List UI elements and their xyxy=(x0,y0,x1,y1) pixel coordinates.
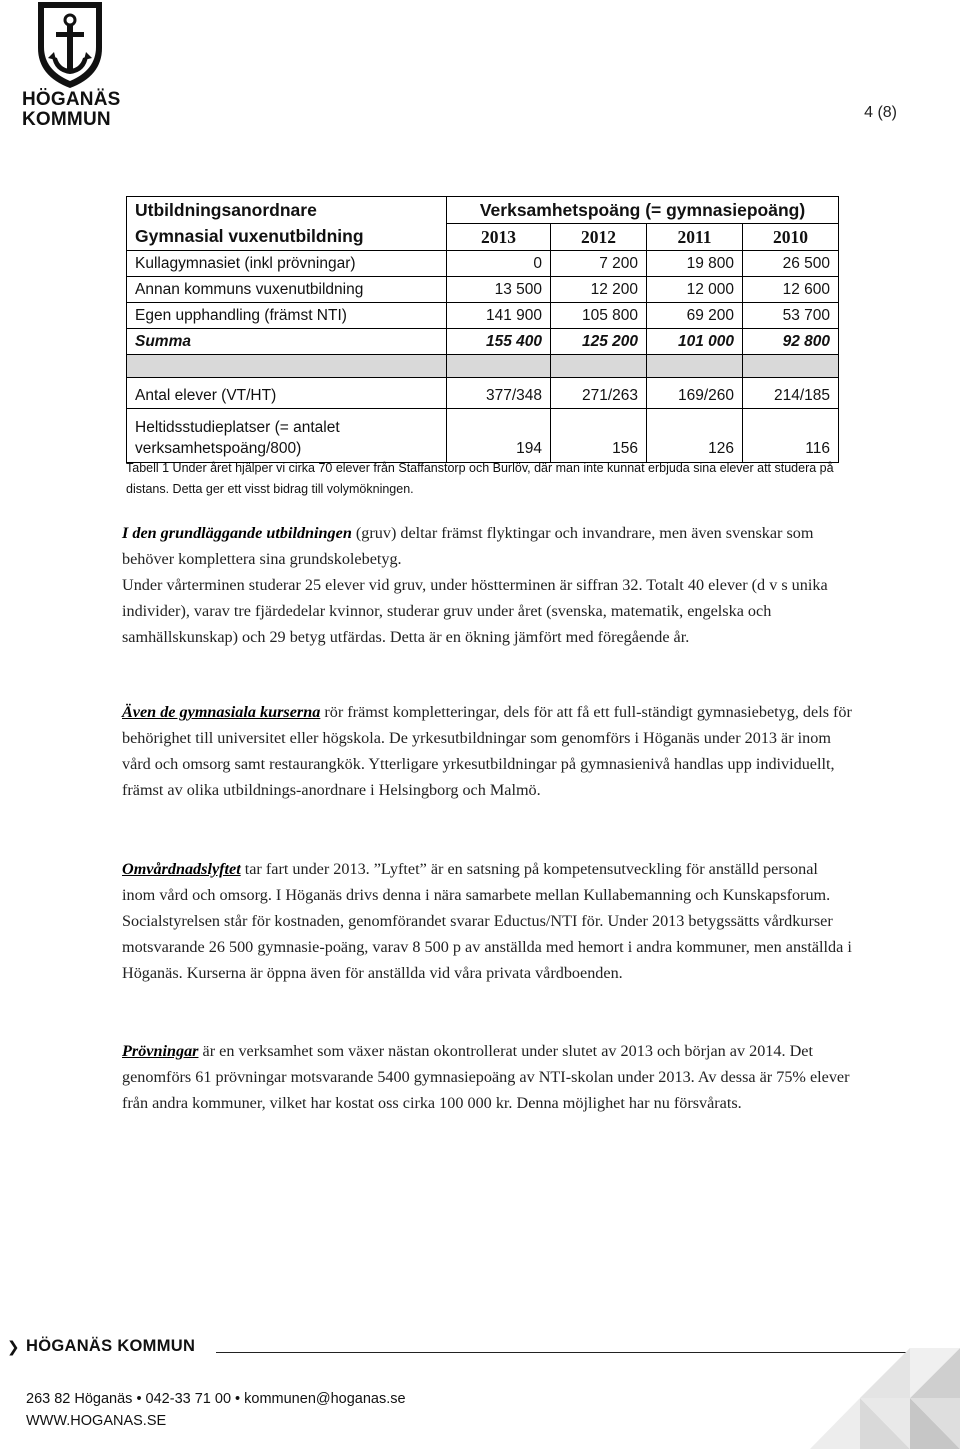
points-header: Verksamhetspoäng (= gymnasiepoäng) xyxy=(447,197,839,224)
cell-value: 26 500 xyxy=(743,251,839,277)
chevron-right-icon: ❯ xyxy=(7,1338,20,1356)
table-year-row xyxy=(127,224,839,251)
cell-value: 0 xyxy=(447,251,551,277)
cell-value: 53 700 xyxy=(743,303,839,329)
separator-row xyxy=(127,355,839,378)
paragraph-text: tar fart under 2013. ”Lyftet” är en satsning på kompetensutveckling för anställd personal inom vård och omsorg. I Höganäs drivs denna i nära samarbete mellan Kullabemanning och Kunskapsforum. Socialstyrelsen står för kostnaden, genomförandet svarar Eductus/NTI för. Under 2013 betygssätts vårdkurser motsvarande 26 500 gymnasie-poäng, varav 8 500 p av anställda med hemort i andra kommuner, men anställda i Höganäs. Kurserna är öppna även för anställda vid våra privata vårdboenden. xyxy=(122,860,852,982)
paragraph-provningar xyxy=(122,1038,852,1116)
cell-value: 12 600 xyxy=(743,277,839,303)
row-label: Kullagymnasiet (inkl prövningar) xyxy=(127,251,447,277)
coat-of-arms-icon xyxy=(20,0,120,90)
paragraph-grundlaggande xyxy=(122,520,852,650)
row-label: Summa xyxy=(127,329,447,355)
table-caption: Tabell 1 Under året hjälper vi cirka 70 elever från Staffanstorp och Burlöv, där man inte kunnat erbjuda sina elever att studera på distans. Detta ger ett visst bidrag till volymökningen. xyxy=(126,461,834,496)
footer-website-link[interactable]: WWW.HOGANAS.SE xyxy=(26,1413,167,1429)
logo-wordmark: HÖGANÄS KOMMUN xyxy=(22,89,121,130)
page-number: 4 (8) xyxy=(864,104,897,121)
paragraph-lead: Även de gymnasiala kurserna xyxy=(122,703,321,721)
year-2010: 2010 xyxy=(743,224,839,251)
paragraph-text: rör främst kompletteringar, dels för att få ett full-ständigt gymnasiebetyg, dels för behörighet till universitet eller högskola. De yrkesutbildningar som genomförs i Höganäs under 2013 är inom vård och omsorg samt restaurangkök. Ytterligare yrkesutbildningar på gymnasienivå handlas upp individuellt, främst av olika utbildnings-anordnare i Helsingborg och Malmö. xyxy=(122,703,852,799)
cell-value: 155 400 xyxy=(447,329,551,355)
cell-value: 12 200 xyxy=(551,277,647,303)
paragraph-omvardnadslyftet xyxy=(122,856,852,986)
table-header-row xyxy=(127,197,839,224)
paragraph-lead: Omvårdnadslyftet xyxy=(122,860,241,878)
paragraph-gymnasiala xyxy=(122,699,852,803)
cell-value: 194 xyxy=(447,409,551,463)
table-row xyxy=(127,378,839,409)
cell-value: 116 xyxy=(743,409,839,463)
cell-value: 125 200 xyxy=(551,329,647,355)
table-row xyxy=(127,277,839,303)
paragraph-lead: I den grundläggande utbildningen xyxy=(122,524,352,542)
year-2012: 2012 xyxy=(551,224,647,251)
paragraph-text: Under vårterminen studerar 25 elever vid gruv, under höstterminen är siffran 32. Totalt 40 elever (d v s unika individer), varav tre fjärdedelar kvinnor, studerar gruv under året (svenska, matematik, engelska och samhällskunskap) och 29 betyg utfärdas. Detta är en ökning jämfört med föregående år. xyxy=(122,576,828,646)
sum-row xyxy=(127,329,839,355)
cell-value: 105 800 xyxy=(551,303,647,329)
row-label: Annan kommuns vuxenutbildning xyxy=(127,277,447,303)
cell-value: 19 800 xyxy=(647,251,743,277)
footer-brand-name: HÖGANÄS KOMMUN xyxy=(26,1337,196,1355)
paragraph-text: (gruv) deltar främst flyktingar och invandrare, men även svenskar som behöver komplettera sina grundskolebetyg. xyxy=(122,524,814,568)
row-label: Heltidsstudieplatser (= antalet verksamhetspoäng/800) xyxy=(127,409,447,463)
table-row xyxy=(127,303,839,329)
cell-value: 214/185 xyxy=(743,378,839,409)
table-row xyxy=(127,409,839,463)
cell-value: 69 200 xyxy=(647,303,743,329)
cell-value: 377/348 xyxy=(447,378,551,409)
decorative-triangles-icon xyxy=(800,1338,960,1449)
cell-value: 126 xyxy=(647,409,743,463)
paragraph-lead: Prövningar xyxy=(122,1042,199,1060)
cell-value: 12 000 xyxy=(647,277,743,303)
year-2013: 2013 xyxy=(447,224,551,251)
cell-value: 92 800 xyxy=(743,329,839,355)
provider-header: Utbildningsanordnare xyxy=(127,197,447,224)
row-label: Antal elever (VT/HT) xyxy=(127,378,447,409)
cell-value: 169/260 xyxy=(647,378,743,409)
year-2011: 2011 xyxy=(647,224,743,251)
cell-value: 13 500 xyxy=(447,277,551,303)
row-label: Egen upphandling (främst NTI) xyxy=(127,303,447,329)
cell-value: 156 xyxy=(551,409,647,463)
table-row xyxy=(127,251,839,277)
footer-address: 263 82 Höganäs • 042-33 71 00 • kommunen@hoganas.se xyxy=(26,1391,406,1407)
cell-value: 271/263 xyxy=(551,378,647,409)
program-header: Gymnasial vuxenutbildning xyxy=(127,224,447,251)
cell-value: 7 200 xyxy=(551,251,647,277)
paragraph-text: är en verksamhet som växer nästan okontrollerat under slutet av 2013 och början av 2014. Det genomförs 61 prövningar motsvarande 5400 gymnasiepoäng av NTI-skolan under 2013. Av dessa är 75% elever från andra kommuner, vilket har kostat oss cirka 100 000 kr. Denna möjlighet har nu försvårats. xyxy=(122,1042,850,1112)
cell-value: 141 900 xyxy=(447,303,551,329)
cell-value: 101 000 xyxy=(647,329,743,355)
education-points-table xyxy=(126,196,839,463)
